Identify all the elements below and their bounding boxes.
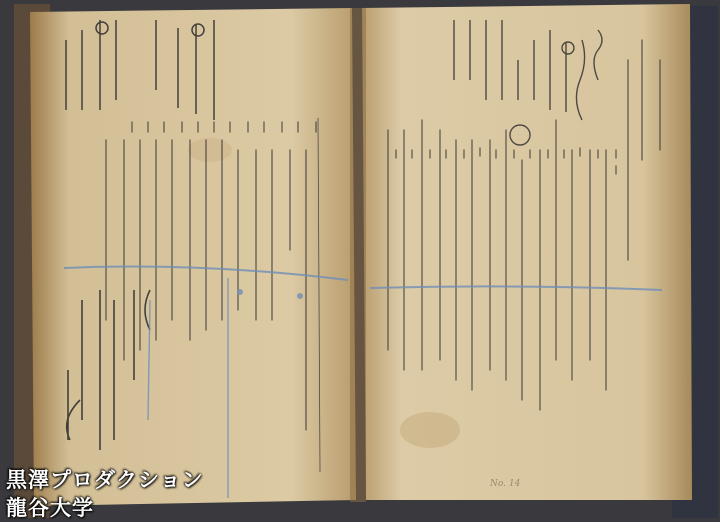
page-number: No. 14 xyxy=(490,479,521,489)
stain xyxy=(188,138,232,162)
watermark-line-2: 龍谷大学 xyxy=(6,496,94,520)
watermark-line-1: 黒澤プロダクション xyxy=(6,468,204,492)
left-page xyxy=(30,8,356,506)
stain xyxy=(400,412,460,448)
spine-gutter xyxy=(350,8,366,502)
